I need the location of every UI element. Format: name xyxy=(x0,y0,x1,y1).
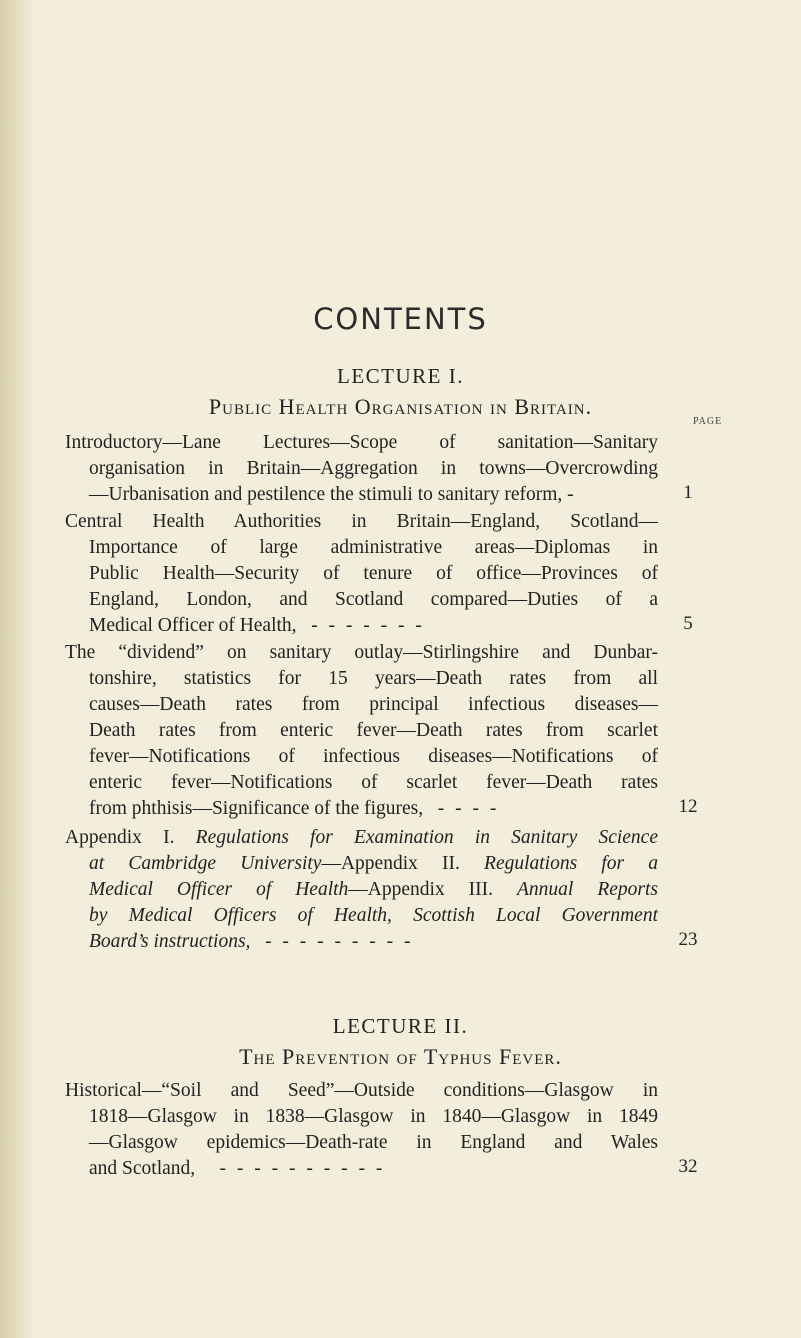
toc-entry-introductory xyxy=(65,430,658,508)
toc-entry-line: from phthisis—Significance of the figures, xyxy=(89,798,424,819)
toc-entry-historical xyxy=(65,1078,658,1182)
toc-entry-line: Medical Officer of Health, xyxy=(89,615,297,636)
toc-entry-line: by Medical Officers of Health, Scottish Local Government xyxy=(89,905,658,926)
toc-entry-line: causes—Death rates from principal infectious diseases— xyxy=(89,694,658,715)
page-number: 32 xyxy=(678,1156,698,1177)
toc-entry-line: Introductory—Lane Lectures—Scope of sanitation—Sanitary xyxy=(65,432,658,453)
toc-entry-line: Public Health—Security of tenure of office—Provinces of xyxy=(89,563,658,584)
page-edge-shadow xyxy=(0,0,34,1338)
toc-entry-line: Board’s instructions, xyxy=(89,931,251,952)
toc-entry-line: Medical Officer of Health—Appendix III. Annual Reports xyxy=(89,879,658,900)
toc-entry-line: Appendix I. Regulations for Examination in Sanitary Science xyxy=(65,827,658,848)
toc-entry-line: Central Health Authorities in Britain—England, Scotland— xyxy=(65,511,658,532)
toc-entry-line: 1818—Glasgow in 1838—Glasgow in 1840—Glasgow in 1849 xyxy=(89,1106,658,1127)
toc-entry-central-health xyxy=(65,509,658,639)
toc-entry-line: organisation in Britain—Aggregation in towns—Overcrowding xyxy=(89,458,658,479)
page-column-label: PAGE xyxy=(693,416,723,427)
toc-entry-line: enteric fever—Notifications of scarlet fever—Death rates xyxy=(89,772,658,793)
page-number: 5 xyxy=(683,613,693,634)
page-number: 12 xyxy=(678,796,698,817)
toc-entry-line: England, London, and Scotland compared—Duties of a xyxy=(89,589,658,610)
lecture-2-subtitle: The Prevention of Typhus Fever. xyxy=(239,1044,562,1069)
toc-entry-appendices xyxy=(65,825,658,955)
dot-leader: - - - - xyxy=(437,798,500,819)
lecture-1-subtitle: Public Health Organisation in Britain. xyxy=(208,394,593,419)
toc-entry-line: —Urbanisation and pestilence the stimuli to sanitary reform, - xyxy=(89,484,574,505)
toc-entry-line: and Scotland, xyxy=(89,1158,196,1179)
toc-entry-dividend xyxy=(65,640,658,822)
toc-entry-line: The “dividend” on sanitary outlay—Stirlingshire and Dunbar- xyxy=(65,642,658,663)
dot-leader: - - - - - - - - - xyxy=(265,931,414,952)
page-number: 1 xyxy=(683,482,693,503)
toc-entry-line: Death rates from enteric fever—Death rates from scarlet xyxy=(89,720,658,741)
dot-leader: - - - - - - - - - - xyxy=(219,1158,386,1179)
toc-entry-line: tonshire, statistics for 15 years—Death rates from all xyxy=(89,668,658,689)
toc-entry-line: Importance of large administrative areas—Diplomas in xyxy=(89,537,658,558)
page-title: CONTENTS xyxy=(313,302,488,336)
toc-entry-line: fever—Notifications of infectious diseases—Notifications of xyxy=(89,746,658,767)
page-number: 23 xyxy=(678,929,698,950)
dot-leader: - - - - - - - xyxy=(311,615,425,636)
toc-entry-line: —Glasgow epidemics—Death-rate in England and Wales xyxy=(89,1132,658,1153)
lecture-1-heading: LECTURE I. xyxy=(337,364,464,388)
lecture-2-heading: LECTURE II. xyxy=(332,1014,469,1038)
toc-entry-line: at Cambridge University—Appendix II. Regulations for a xyxy=(89,853,658,874)
toc-entry-line: Historical—“Soil and Seed”—Outside conditions—Glasgow in xyxy=(65,1080,658,1101)
